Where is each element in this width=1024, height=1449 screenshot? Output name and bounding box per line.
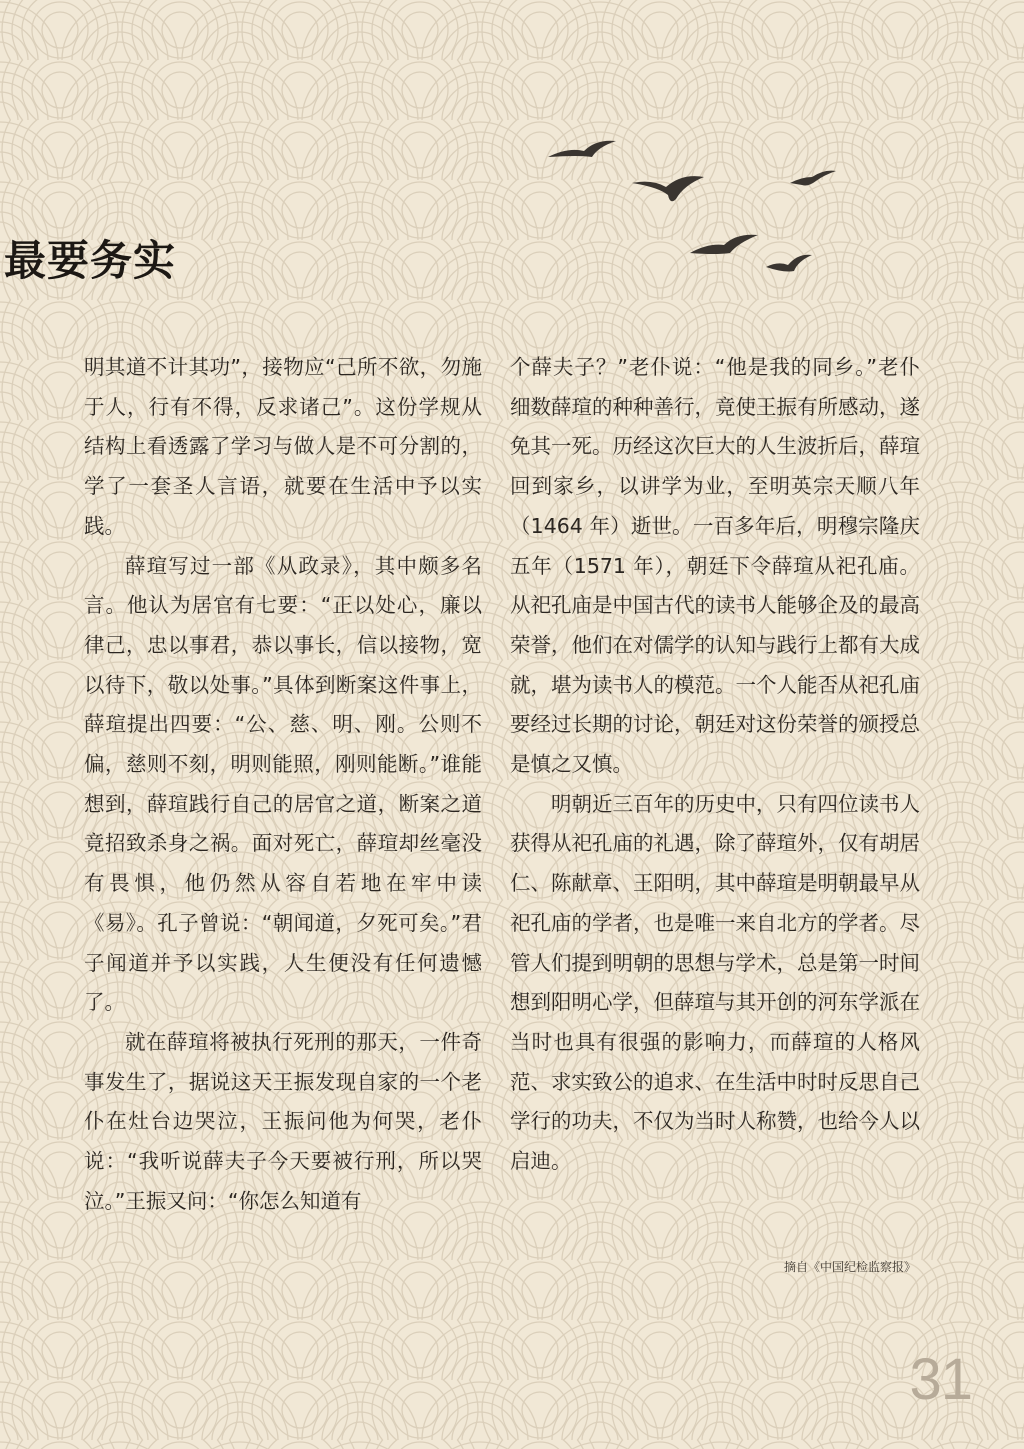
paragraph: 明其道不计其功”，接物应“己所不欲，勿施于人，行有不得，反求诸己”。这份学规从结构上看透露了学习与做人是不可分割的，学了一套圣人言语，就要在生活中予以实践。 [84, 355, 482, 538]
bird-icon [548, 141, 616, 157]
paragraph: 个薛夫子？”老仆说：“他是我的同乡。”老仆细数薛瑄的种种善行，竟使王振有所感动，遂免其一死。历经这次巨大的人生波折后，薛瑄回到家乡，以讲学为业，至明英宗天顺八年（1464 年）逝世。一百多年后，明穆宗隆庆五年（1571 年），朝廷下令薛瑄从祀孔庙。从祀孔庙是中国古代的读书人能够企及的最高荣誉，他们在对儒学的认知与践行上都有大成就，堪为读书人的模范。一个人能否从祀孔庙要经过长期的讨论，朝廷对这份荣誉的颁授总是慎之又慎。 [510, 355, 920, 777]
bird-icon [766, 255, 812, 272]
left-text-column [84, 348, 482, 1221]
paragraph: 薛瑄写过一部《从政录》，其中颇多名言。他认为居官有七要：“正以处心，廉以律己，忠以事君，恭以事长，信以接物，宽以待下，敬以处事。”具体到断案这件事上，薛瑄提出四要：“公、慈、明、刚。公则不偏，慈则不刻，明则能照，刚则能断。”谁能想到，薛瑄践行自己的居官之道，断案之道竟招致杀身之祸。面对死亡，薛瑄却丝毫没有畏惧，他仍然从容自若地在牢中读《易》。孔子曾说：“朝闻道，夕死可矣。”君子闻道并予以实践，人生便没有任何遗憾了。 [84, 553, 482, 1015]
bird-icon [690, 235, 758, 254]
bird-icon [632, 176, 704, 201]
bird-icon [790, 171, 836, 186]
source-attribution: 摘自《中国纪检监察报》 [783, 1260, 916, 1274]
right-text-column [510, 348, 920, 1182]
paragraph: 明朝近三百年的历史中，只有四位读书人获得从祀孔庙的礼遇，除了薛瑄外，仅有胡居仁、陈献章、王阳明，其中薛瑄是明朝最早从祀孔庙的学者，也是唯一来自北方的学者。尽管人们提到明朝的思想与学术，总是第一时间想到阳明心学，但薛瑄与其开创的河东学派在当时也具有很强的影响力，而薛瑄的人格风范、求实致公的追求、在生活中时时反思自己学行的功夫，不仅为当时人称赞，也给今人以启迪。 [510, 791, 920, 1174]
flying-birds-illustration [540, 125, 840, 285]
page-number: 31 [909, 1347, 972, 1412]
paragraph: 就在薛瑄将被执行死刑的那天，一件奇事发生了，据说这天王振发现自家的一个老仆在灶台边哭泣，王振问他为何哭，老仆说：“我听说薛夫子今天要被行刑，所以哭泣。”王振又问：“你怎么知道有 [84, 1029, 482, 1213]
article-title: 最要务实 [4, 236, 177, 285]
